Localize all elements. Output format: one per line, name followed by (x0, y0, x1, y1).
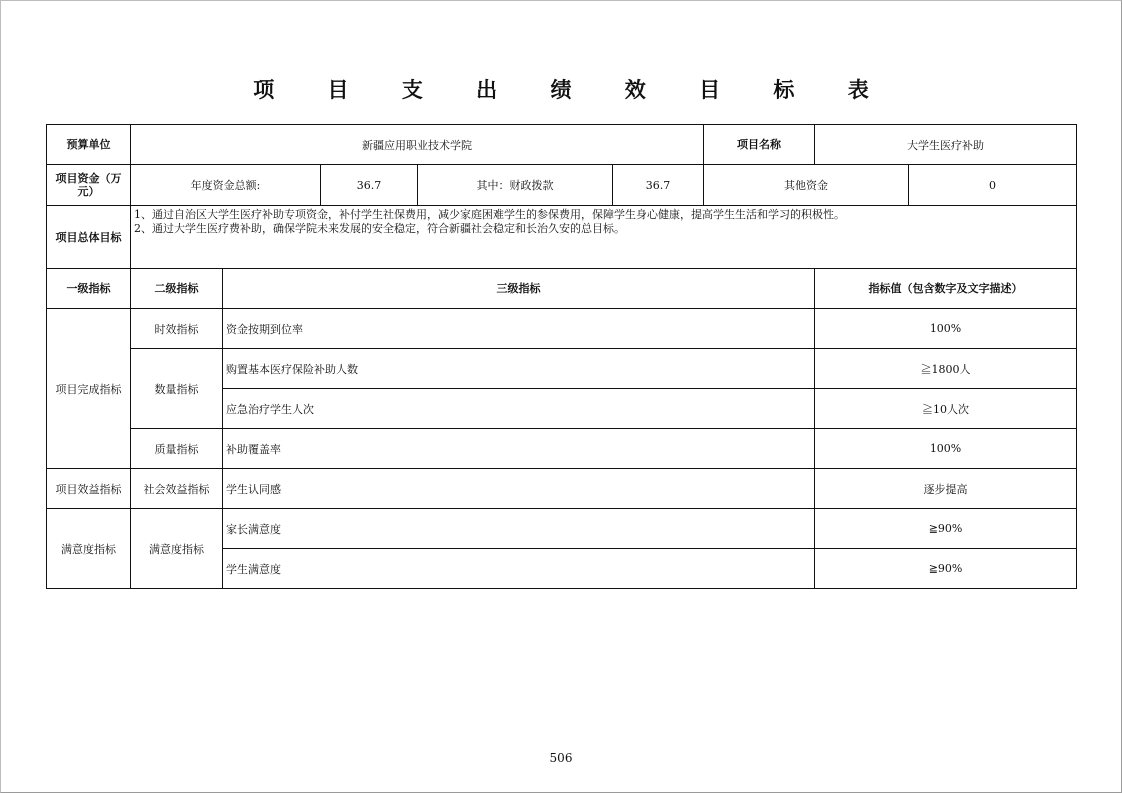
table-row (47, 429, 1077, 469)
funds-label: 项目资金（万元） (47, 165, 131, 206)
fiscal-appropriation-label: 其中：财政拨款 (418, 165, 613, 206)
page-number: 506 (549, 751, 573, 765)
quantity-indicator-label: 数量指标 (131, 349, 223, 429)
indicator-value: ≧90% (815, 549, 1077, 589)
other-funds-label: 其他资金 (704, 165, 909, 206)
indicator-value: ≧90% (815, 509, 1077, 549)
completion-indicator-label: 项目完成指标 (47, 309, 131, 469)
table-row (47, 349, 1077, 389)
indicator-name: 学生满意度 (223, 549, 815, 589)
table-row (47, 309, 1077, 349)
indicator-name: 学生认同感 (223, 469, 815, 509)
indicator-value: ≧10人次 (815, 389, 1077, 429)
indicator-name: 资金按期到位率 (223, 309, 815, 349)
header-row (47, 125, 1077, 165)
quality-indicator-label: 质量指标 (131, 429, 223, 469)
overall-goal-text (131, 206, 1077, 269)
project-name-value: 大学生医疗补助 (815, 125, 1077, 165)
other-funds-value: 0 (909, 165, 1077, 206)
budget-unit-value: 新疆应用职业技术学院 (131, 125, 704, 165)
level1-header: 一级指标 (47, 269, 131, 309)
goal-line-1: 1、通过自治区大学生医疗补助专项资金，补付学生社保费用，减少家庭困难学生的参保费用，保障学生身心健康，提高学生生活和学习的积极性。 (134, 208, 845, 221)
project-name-label: 项目名称 (704, 125, 815, 165)
performance-target-table (46, 124, 1077, 589)
value-header: 指标值（包含数字及文字描述） (815, 269, 1077, 309)
indicator-value: 逐步提高 (815, 469, 1077, 509)
indicator-value: ≧1800人 (815, 349, 1077, 389)
indicator-value: 100% (815, 429, 1077, 469)
level3-header: 三级指标 (223, 269, 815, 309)
annual-total-value: 36.7 (321, 165, 418, 206)
funds-row (47, 165, 1077, 206)
timeliness-indicator-label: 时效指标 (131, 309, 223, 349)
social-benefit-indicator-label: 社会效益指标 (131, 469, 223, 509)
table-row (47, 469, 1077, 509)
indicator-name: 购置基本医疗保险补助人数 (223, 349, 815, 389)
table-row (47, 509, 1077, 549)
indicator-name: 应急治疗学生人次 (223, 389, 815, 429)
satisfaction-sub-indicator-label: 满意度指标 (131, 509, 223, 589)
goal-row (47, 206, 1077, 269)
overall-goal-label: 项目总体目标 (47, 206, 131, 269)
indicator-name: 家长满意度 (223, 509, 815, 549)
indicator-name: 补助覆盖率 (223, 429, 815, 469)
budget-unit-label: 预算单位 (47, 125, 131, 165)
indicator-value: 100% (815, 309, 1077, 349)
goal-line-2: 2、通过大学生医疗费补助，确保学院未来发展的安全稳定，符合新疆社会稳定和长治久安的总目标。 (134, 222, 625, 235)
satisfaction-indicator-label: 满意度指标 (47, 509, 131, 589)
column-header-row (47, 269, 1077, 309)
annual-total-label: 年度资金总额: (131, 165, 321, 206)
level2-header: 二级指标 (131, 269, 223, 309)
page-title: 项 目 支 出 绩 效 目 标 表 (253, 78, 892, 102)
fiscal-appropriation-value: 36.7 (613, 165, 704, 206)
benefit-indicator-label: 项目效益指标 (47, 469, 131, 509)
